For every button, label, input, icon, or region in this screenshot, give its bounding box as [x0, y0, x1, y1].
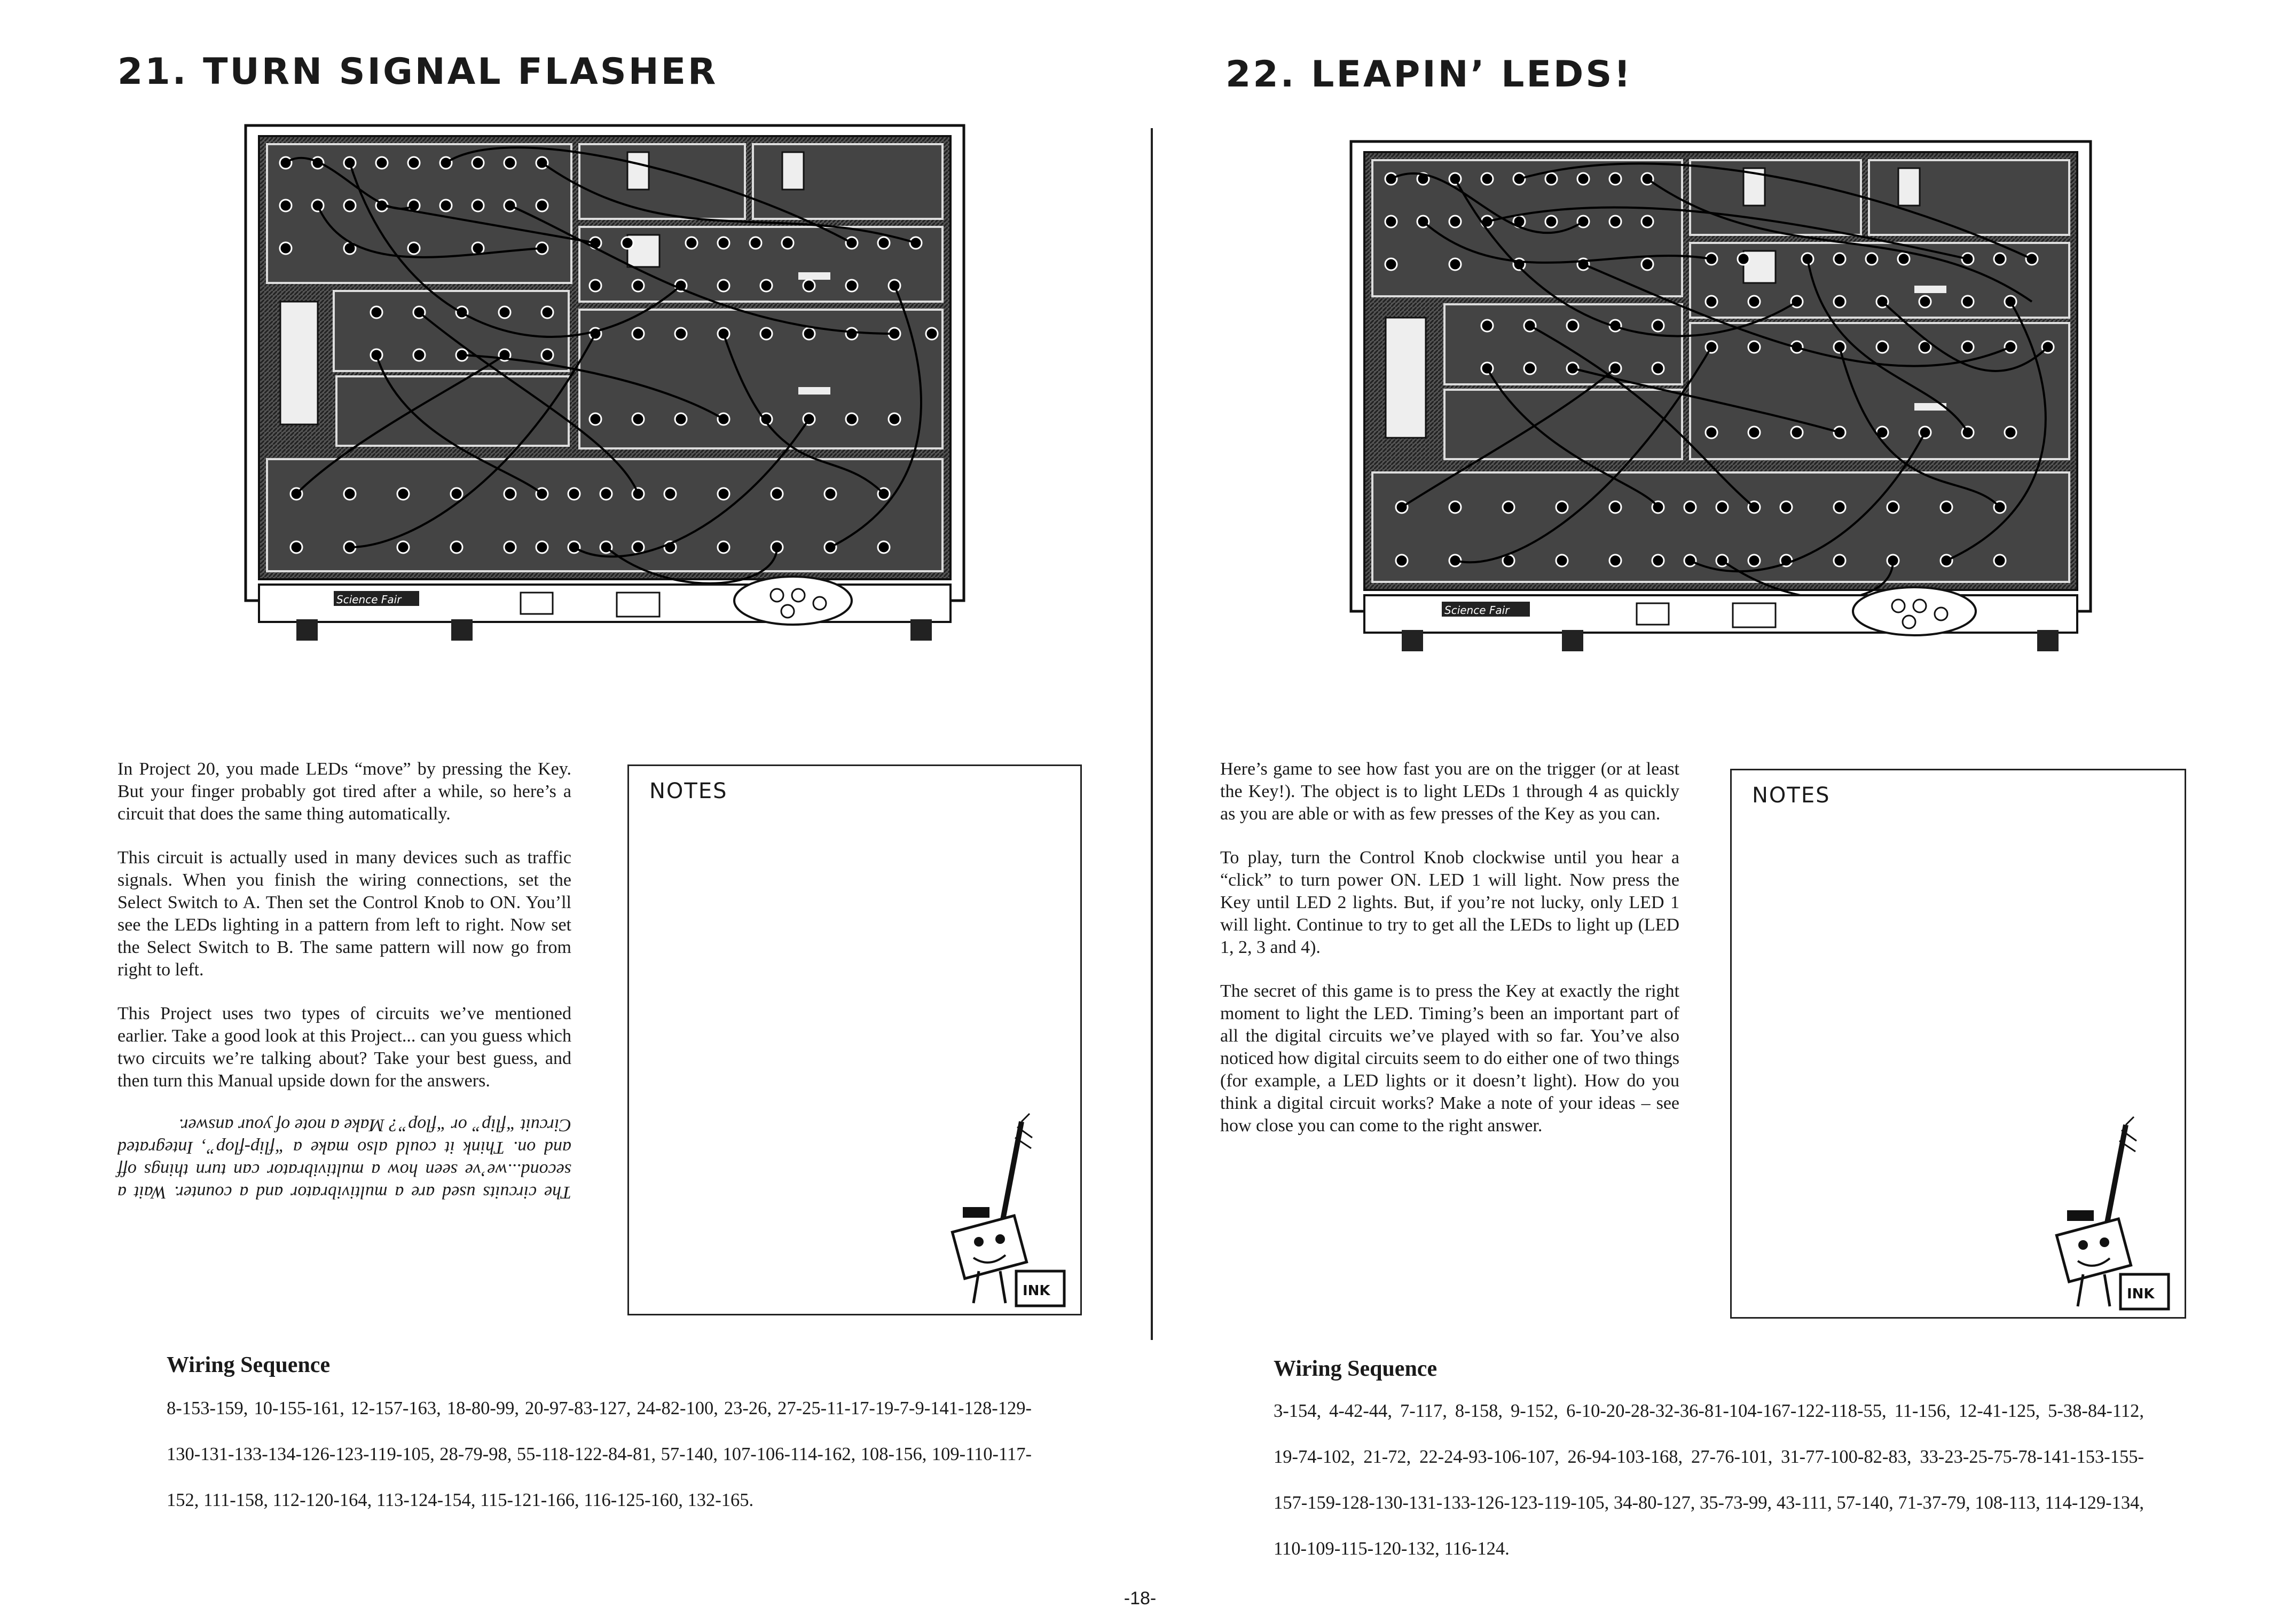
- page-number: -18-: [1124, 1588, 1157, 1609]
- description-paragraph: This circuit is actually used in many devices such as traffic signals. When you finish the wiring connections, set the Select Switch to A. Then set the Control Knob to ON. You’ll see the LEDs lighting in a pattern from left to right. Now set the Select Switch to B. The same pattern will now go from right to left.: [117, 848, 571, 980]
- ink-label: INK: [1023, 1283, 1050, 1299]
- wiring-sequence-title: Wiring Sequence: [1274, 1357, 1438, 1381]
- notes-label: NOTES: [1752, 783, 1831, 808]
- description-paragraph: To play, turn the Control Knob clockwise until you hear a “click” to turn power ON. LED 1 will light. Now press the Key until LED 2 lights. But, if you’re not lucky, only LED 1 will light. Continue to try to get all the LEDs to light up (LED 1, 2, 3 and 4).: [1220, 848, 1679, 957]
- description-paragraph: In Project 20, you made LEDs “move” by pressing the Key. But your finger probably got tired after a while, so here’s a circuit that does the same thing automatically.: [117, 759, 571, 824]
- ink-bottle-mascot-icon: [2046, 1114, 2185, 1317]
- board-brand-label: Science Fair: [1444, 604, 1510, 617]
- description-paragraph: Here’s game to see how fast you are on the trigger (or at least the Key!). The object is to light LEDs 1 through 4 as quickly as you are able or with as few presses of the Key as you can.: [1220, 759, 1679, 824]
- description-paragraph: This Project uses two types of circuits we’ve mentioned earlier. Take a good look at this Project... can you guess which two circuits we’re talking about? Take your best guess, and then turn this Manual upside down for the answers.: [117, 1004, 571, 1091]
- project-title: 21. TURN SIGNAL FLASHER: [117, 51, 718, 93]
- ink-label: INK: [2127, 1286, 2155, 1302]
- project-title: 22. LEAPIN’ LEDS!: [1226, 53, 1633, 96]
- right-page: [1139, 0, 2278, 1624]
- ink-bottle-mascot-icon: [941, 1111, 1080, 1314]
- wiring-sequence-list: 8-153-159, 10-155-161, 12-157-163, 18-80-99, 20-97-83-127, 24-82-100, 23-26, 27-25-11-17-19-7-9-141-128-129-130-131-133-134-126-123-119-105, 28-79-98, 55-118-122-84-81, 57-140, 107-106-114-162, 108-156, 109-110-117-152, 111-158, 112-120-164, 113-124-154, 115-121-166, 116-125-160, 132-165.: [167, 1398, 1032, 1510]
- upside-down-answer: The circuits used are a multivibrator and a counter. Wait a second...we’ve seen how a multivibrator can turn things off and on. Think it could also make a “flip-flop”, Integrated Circuit “flip” or “flop”? Make a note of your answer.: [117, 1115, 571, 1202]
- description-paragraph: The secret of this game is to press the Key at exactly the right moment to light the LED. Timing’s been an important part of all the digital circuits we’ve played with so far. You’ve also noticed how digital circuits seem to do either one of two things (for example, a LED lights or it doesn’t light). How do you think a digital circuit works? Make a note of your ideas – see how close you can come to the right answer.: [1220, 981, 1679, 1136]
- wiring-sequence-list: 3-154, 4-42-44, 7-117, 8-158, 9-152, 6-10-20-28-32-36-81-104-167-122-118-55, 11-156, 12-41-125, 5-38-84-112, 19-74-102, 21-72, 22-24-93-106-107, 26-94-103-168, 27-76-101, 31-77-100-82-83, 33-23-25-75-78-141-153-155-157-159-128-130-131-133-126-123-119-105, 34-80-127, 35-73-99, 43-111, 57-140, 71-37-79, 108-113, 114-129-134, 110-109-115-120-132, 116-124.: [1274, 1401, 2144, 1559]
- project-description: [1220, 758, 1679, 1158]
- wiring-sequence-title: Wiring Sequence: [167, 1353, 331, 1377]
- notes-label: NOTES: [649, 779, 728, 803]
- notes-box: [627, 764, 1082, 1315]
- board-brand-label: Science Fair: [336, 593, 402, 606]
- project-description: [117, 758, 571, 1225]
- circuit-board-illustration: [243, 120, 967, 649]
- circuit-board-illustration: [1348, 136, 2093, 667]
- notes-box: [1730, 769, 2186, 1319]
